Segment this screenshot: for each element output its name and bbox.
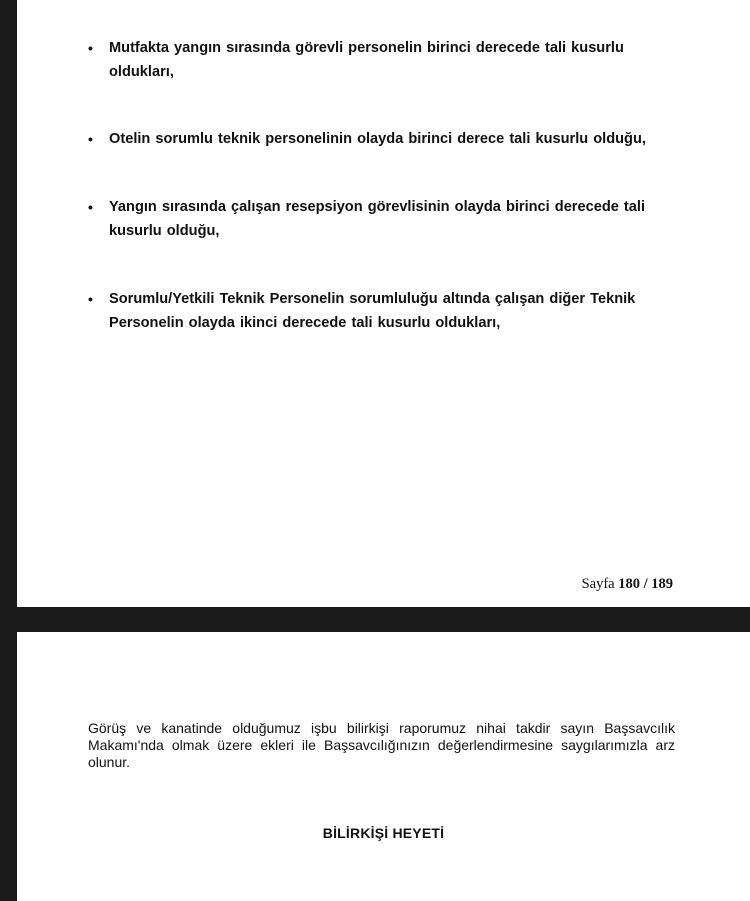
bullet-text: Mutfakta yangın sırasında görevli personelin birinci derecede tali kusurlu oldukları,	[109, 40, 624, 80]
bullet-item	[88, 127, 689, 151]
bullet-icon: •	[88, 131, 93, 147]
page-number	[582, 576, 673, 593]
bullet-icon: •	[88, 199, 93, 215]
page-number-current: 180	[618, 576, 640, 592]
committee-title: BİLİRKİŞİ HEYETİ	[322, 825, 445, 841]
document-page-181	[17, 632, 750, 901]
bullet-icon: •	[88, 291, 93, 307]
page-number-separator: /	[643, 576, 648, 592]
bullet-item	[88, 36, 689, 84]
document-page-180	[17, 0, 750, 607]
page-number-total: 189	[651, 576, 673, 592]
bullet-text: Yangın sırasında çalışan resepsiyon görevlisinin olayda birinci derecede tali kusurlu olduğu,	[109, 199, 646, 239]
closing-paragraph: Görüş ve kanatinde olduğumuz işbu bilirkişi raporumuz nihai takdir sayın Başsavcılık Makamı'nda olmak üzere ekleri ile Başsavcılığınızın değerlendirmesine saygılarımızla arz olunur.	[88, 720, 675, 770]
bullet-text: Otelin sorumlu teknik personelinin olayda birinci derece tali kusurlu olduğu,	[109, 131, 646, 147]
page-number-label: Sayfa	[581, 576, 615, 592]
bullet-item	[88, 287, 689, 335]
bullet-item	[88, 195, 689, 243]
bullet-text: Sorumlu/Yetkili Teknik Personelin sorumluluğu altında çalışan diğer Teknik Personelin olayda ikinci derecede tali kusurlu oldukları,	[109, 291, 636, 331]
bullet-icon: •	[88, 40, 93, 56]
